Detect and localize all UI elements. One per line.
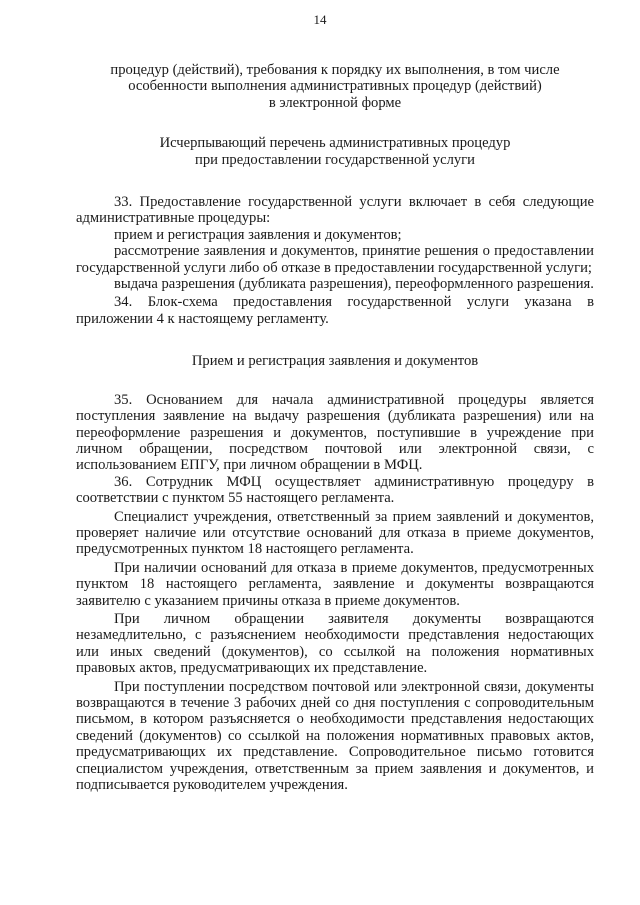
section-title-line-1: процедур (действий), требования к порядку их выполнения, в том числе (110, 62, 560, 78)
paragraph-personal: При личном обращении заявителя документы возвращаются незамедлительно, с разъяснением необходимости представления недостающих или иных сведений (документов), со ссылкой на положения нормативных правовых актов, предусматривающих их представление. (76, 610, 594, 677)
procedure-item-3: выдача разрешения (дубликата разрешения), переоформленного разрешения. (114, 276, 594, 293)
paragraph-mail: При поступлении посредством почтовой или электронной связи, документы возвращаются в течение 3 рабочих дней со дня поступления с сопроводительным письмом, в котором разъясняется о необходимости представления недостающих сведений (документов) со ссылкой на положения нормативных правовых актов, предусматривающих их представление. Сопроводительное письмо готовится специалистом учреждения, ответственным за прием заявления и документов, и подписывается руководителем учреждения. (76, 678, 594, 794)
paragraph-34: 34. Блок-схема предоставления государственной услуги указана в приложении 4 к настоящему регламенту. (76, 294, 594, 327)
paragraph-33: 33. Предоставление государственной услуги включает в себя следующие административные процедуры: (76, 194, 594, 227)
section-title-line-2: особенности выполнения административных процедур (действий) (128, 78, 542, 95)
procedure-item-1-text: прием и регистрация заявления и документов; (114, 226, 402, 243)
section-title-line-3: в электронной форме (268, 94, 402, 111)
paragraph-grounds: При наличии оснований для отказа в приеме документов, предусмотренных пунктом 18 настоящего регламента, заявление и документы возвращаются заявителю с указанием причины отказа в приеме документов. (76, 559, 594, 609)
page-number: 14 (313, 12, 327, 27)
subsection-title (76, 135, 594, 168)
subsection-title-line-1: Исчерпывающий перечень административных процедур (159, 135, 511, 152)
paragraph-36: 36. Сотрудник МФЦ осуществляет административную процедуру в соответствии с пунктом 55 настоящего регламента. (76, 473, 594, 507)
reception-heading: Прием и регистрация заявления и документов (191, 353, 479, 370)
procedure-item-2: рассмотрение заявления и документов, принятие решения о предоставлении государственной услуги либо об отказе в предоставлении государственной услуги; (76, 243, 594, 276)
subsection-title-line-2: при предоставлении государственной услуги (195, 151, 475, 168)
procedure-item-1 (76, 227, 594, 243)
section-title (76, 62, 594, 111)
document-body (76, 62, 594, 793)
paragraph-specialist: Специалист учреждения, ответственный за прием заявлений и документов, проверяет наличие или отсутствие оснований для отказа в приеме документов, предусмотренных пунктом 18 настоящего регламента. (76, 508, 594, 558)
paragraph-35: 35. Основанием для начала административной процедуры является поступления заявление на выдачу разрешения (дубликата разрешения) или на переоформление разрешения и документов, поступившие в учреждение при личном обращении, посредством почтовой или электронной связи, с использованием ЕПГУ, при личном обращении в МФЦ. (76, 391, 594, 474)
